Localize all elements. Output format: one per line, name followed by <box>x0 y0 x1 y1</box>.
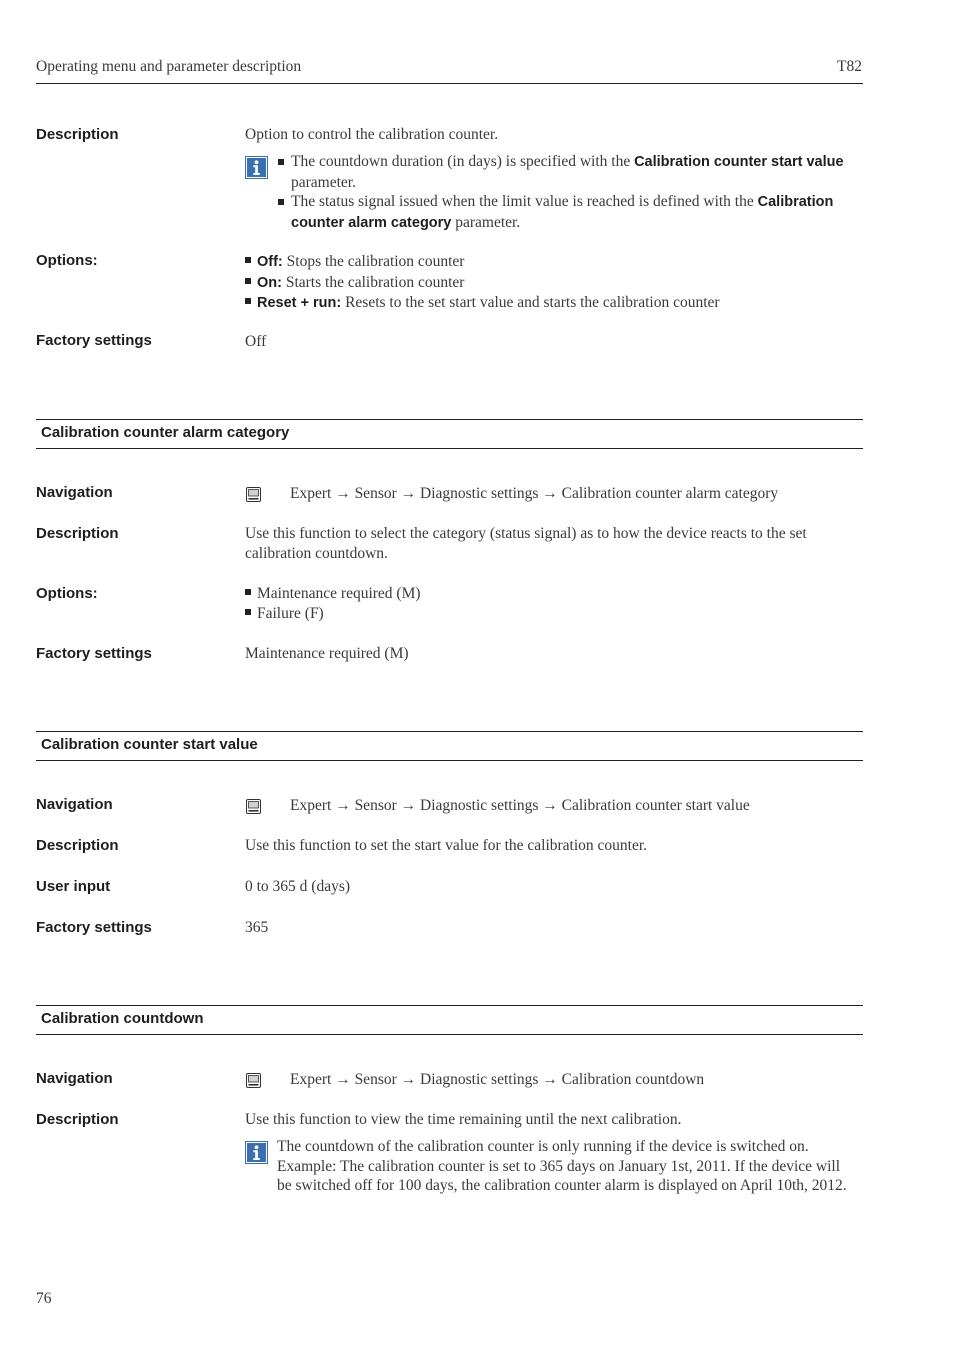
option-text: Failure (F) <box>257 604 324 622</box>
info-line: The countdown of the calibration counter is only running if the device is switched on. <box>277 1138 809 1155</box>
description-text <box>245 524 863 563</box>
bullet-square <box>245 589 251 595</box>
info-note-countdown <box>277 1137 863 1196</box>
section-header-alarm-category <box>36 419 863 449</box>
info-b1-bold: Calibration counter start value <box>634 154 844 170</box>
options-label: Options: <box>36 585 98 602</box>
info-b2-bold: Calibration counter alarm category <box>291 194 834 231</box>
navigation-label: Navigation <box>36 796 113 813</box>
info-b2-pre: The status signal issued when the limit value is reached is defined with the <box>291 193 758 210</box>
option-item <box>245 273 863 294</box>
info-b1-post: parameter. <box>291 173 356 191</box>
navigation-label: Navigation <box>36 1070 113 1087</box>
navigation-label: Navigation <box>36 484 113 501</box>
info-b1-pre: The countdown duration (in days) is specified with the <box>291 153 635 170</box>
navigation-path: Expert → Sensor → Diagnostic settings → Calibration countdown <box>290 1071 705 1088</box>
description-text: Option to control the calibration counter. <box>245 126 499 143</box>
info-icon <box>245 156 268 179</box>
options-list <box>245 252 863 314</box>
factory-settings-label: Factory settings <box>36 332 152 349</box>
option-item <box>245 604 863 624</box>
info-line: Example: The calibration counter is set to 365 days on January 1st, 2011. If the device will <box>277 1157 841 1175</box>
option-bold: On: <box>257 274 282 291</box>
header-title: Operating menu and parameter description <box>36 58 302 75</box>
factory-settings-label: Factory settings <box>36 919 152 936</box>
option-item <box>245 252 863 273</box>
options-label: Options: <box>36 252 98 269</box>
option-text: Maintenance required (M) <box>257 585 421 602</box>
option-bold: Reset + run: <box>257 295 342 311</box>
factory-settings-label: Factory settings <box>36 645 152 662</box>
description-text: Use this function to view the time remaining until the next calibration. <box>245 1111 682 1128</box>
info-b2-post: parameter. <box>451 213 521 231</box>
options-list <box>245 584 863 623</box>
info-note-top <box>278 152 863 233</box>
description-label: Description <box>36 837 119 854</box>
header-product: T82 <box>837 58 862 75</box>
description-label: Description <box>36 1111 119 1128</box>
info-icon <box>245 1141 268 1164</box>
info-line: be switched off for 100 days, the calibration counter alarm is displayed on April 10th, 2012. <box>277 1177 847 1194</box>
navigation-path: Expert → Sensor → Diagnostic settings → Calibration counter alarm category <box>290 485 779 502</box>
description-label: Description <box>36 126 119 143</box>
factory-settings-value: 365 <box>245 919 269 936</box>
navigation-path: Expert → Sensor → Diagnostic settings → Calibration counter start value <box>290 797 750 814</box>
description-text: Use this function to set the start value for the calibration counter. <box>245 837 648 854</box>
info-bullet-1 <box>278 152 863 192</box>
section-title: Calibration counter start value <box>41 736 258 753</box>
section-title: Calibration counter alarm category <box>41 424 290 441</box>
bullet-square <box>245 278 251 284</box>
info-bullet-2 <box>278 192 863 233</box>
option-item <box>245 293 863 314</box>
option-item <box>245 584 863 604</box>
user-input-label: User input <box>36 878 111 895</box>
option-bold: Off: <box>257 254 283 270</box>
section-header-countdown <box>36 1005 863 1035</box>
display-module-icon <box>246 487 261 502</box>
section-header-start-value <box>36 731 863 761</box>
factory-settings-value: Off <box>245 333 267 350</box>
description-line: calibration countdown. <box>245 544 388 562</box>
display-module-icon <box>246 799 261 814</box>
option-text: Starts the calibration counter <box>281 273 465 291</box>
option-text: Stops the calibration counter <box>282 253 465 270</box>
factory-settings-value: Maintenance required (M) <box>245 645 409 662</box>
bullet-square <box>245 609 251 615</box>
description-line: Use this function to select the category (status signal) as to how the device reacts to the set <box>245 525 807 542</box>
bullet-square <box>278 159 284 165</box>
bullet-square <box>245 298 251 304</box>
header-rule <box>36 83 863 84</box>
option-text: Resets to the set start value and starts the calibration counter <box>341 294 720 311</box>
section-title: Calibration countdown <box>41 1010 204 1027</box>
user-input-value: 0 to 365 d (days) <box>245 878 351 895</box>
bullet-square <box>278 199 284 205</box>
bullet-square <box>245 257 251 263</box>
description-label: Description <box>36 525 119 542</box>
page-number: 76 <box>36 1290 52 1307</box>
display-module-icon <box>246 1073 261 1088</box>
